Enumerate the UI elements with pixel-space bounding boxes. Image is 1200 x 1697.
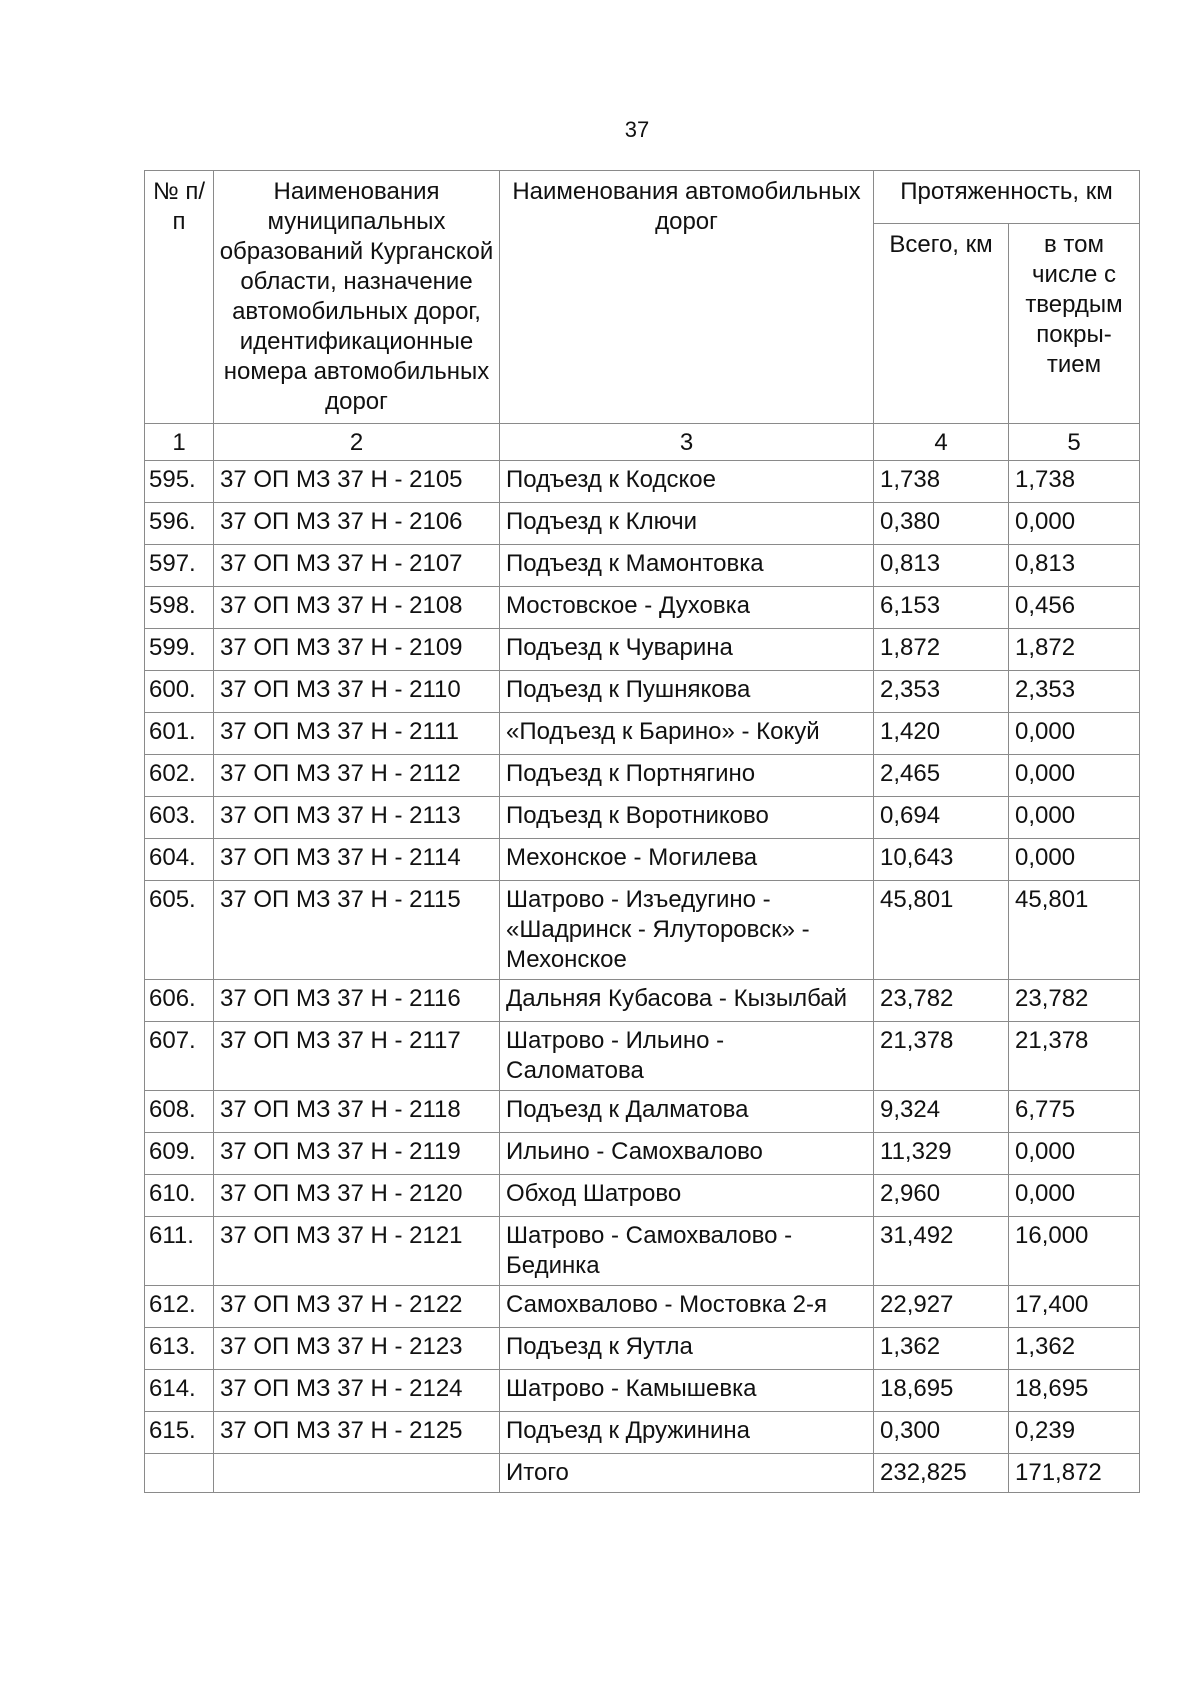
- column-number: 2: [214, 424, 500, 461]
- road-length-hard: 0,000: [1009, 797, 1140, 839]
- road-length-total: 0,694: [874, 797, 1009, 839]
- table-row: [145, 980, 1140, 1022]
- table-row: [145, 1175, 1140, 1217]
- table-row: [145, 461, 1140, 503]
- row-number: 615.: [145, 1412, 214, 1454]
- road-id: 37 ОП МЗ 37 Н - 2125: [214, 1412, 500, 1454]
- table-row: [145, 839, 1140, 881]
- road-length-hard: 23,782: [1009, 980, 1140, 1022]
- table-row: [145, 1412, 1140, 1454]
- row-number: 595.: [145, 461, 214, 503]
- table-row: [145, 797, 1140, 839]
- road-id: 37 ОП МЗ 37 Н - 2118: [214, 1091, 500, 1133]
- road-length-hard: 21,378: [1009, 1022, 1140, 1091]
- road-id: 37 ОП МЗ 37 Н - 2114: [214, 839, 500, 881]
- road-name: Подъезд к Дружинина: [500, 1412, 874, 1454]
- road-length-hard: 45,801: [1009, 881, 1140, 980]
- road-name: Обход Шатрово: [500, 1175, 874, 1217]
- road-length-hard: 16,000: [1009, 1217, 1140, 1286]
- road-name: Мехонское - Могилева: [500, 839, 874, 881]
- road-length-hard: 0,000: [1009, 713, 1140, 755]
- row-number: 606.: [145, 980, 214, 1022]
- row-number: 601.: [145, 713, 214, 755]
- road-length-total: 10,643: [874, 839, 1009, 881]
- table-row: [145, 503, 1140, 545]
- table-row: [145, 671, 1140, 713]
- road-length-total: 0,813: [874, 545, 1009, 587]
- road-id: 37 ОП МЗ 37 Н - 2106: [214, 503, 500, 545]
- road-length-hard: 0,000: [1009, 755, 1140, 797]
- header-hard-surface: в том числе с твердым покры-тием: [1009, 223, 1140, 423]
- column-number: 5: [1009, 424, 1140, 461]
- row-number: 599.: [145, 629, 214, 671]
- road-id: 37 ОП МЗ 37 Н - 2116: [214, 980, 500, 1022]
- row-number: 609.: [145, 1133, 214, 1175]
- road-length-total: 2,465: [874, 755, 1009, 797]
- road-length-hard: 6,775: [1009, 1091, 1140, 1133]
- column-numbers-row: [145, 424, 1140, 461]
- road-length-total: 45,801: [874, 881, 1009, 980]
- table-row: [145, 1091, 1140, 1133]
- road-length-total: 18,695: [874, 1370, 1009, 1412]
- table-row: [145, 545, 1140, 587]
- road-name: Дальняя Кубасова - Кызылбай: [500, 980, 874, 1022]
- road-id: 37 ОП МЗ 37 Н - 2115: [214, 881, 500, 980]
- total-label: Итого: [500, 1454, 874, 1493]
- road-name: Подъезд к Портнягино: [500, 755, 874, 797]
- table-row: [145, 1328, 1140, 1370]
- road-id: 37 ОП МЗ 37 Н - 2121: [214, 1217, 500, 1286]
- table-row: [145, 629, 1140, 671]
- road-length-total: 0,300: [874, 1412, 1009, 1454]
- road-length-hard: 0,813: [1009, 545, 1140, 587]
- road-id: 37 ОП МЗ 37 Н - 2112: [214, 755, 500, 797]
- header-road-name: Наименования автомобильных дорог: [500, 171, 874, 424]
- header-number: № п/п: [145, 171, 214, 424]
- road-name: Самохвалово - Мостовка 2-я: [500, 1286, 874, 1328]
- table-row: [145, 1133, 1140, 1175]
- road-length-hard: 0,456: [1009, 587, 1140, 629]
- road-length-total: 1,420: [874, 713, 1009, 755]
- road-length-hard: 1,872: [1009, 629, 1140, 671]
- road-id: 37 ОП МЗ 37 Н - 2109: [214, 629, 500, 671]
- road-length-total: 2,960: [874, 1175, 1009, 1217]
- road-id: 37 ОП МЗ 37 Н - 2117: [214, 1022, 500, 1091]
- road-id: 37 ОП МЗ 37 Н - 2119: [214, 1133, 500, 1175]
- road-length-total: 2,353: [874, 671, 1009, 713]
- road-length-total: 22,927: [874, 1286, 1009, 1328]
- road-name: Ильино - Самохвалово: [500, 1133, 874, 1175]
- row-number: 611.: [145, 1217, 214, 1286]
- road-name: «Подъезд к Барино» - Кокуй: [500, 713, 874, 755]
- road-length-hard: 0,239: [1009, 1412, 1140, 1454]
- row-number: 612.: [145, 1286, 214, 1328]
- road-name: Подъезд к Яутла: [500, 1328, 874, 1370]
- row-number: 605.: [145, 881, 214, 980]
- row-number: 604.: [145, 839, 214, 881]
- road-name: Подъезд к Чуварина: [500, 629, 874, 671]
- road-id: 37 ОП МЗ 37 Н - 2120: [214, 1175, 500, 1217]
- road-id: 37 ОП МЗ 37 Н - 2113: [214, 797, 500, 839]
- road-length-hard: 0,000: [1009, 1133, 1140, 1175]
- total-num: [145, 1454, 214, 1493]
- road-id: 37 ОП МЗ 37 Н - 2105: [214, 461, 500, 503]
- table-row: [145, 881, 1140, 980]
- road-name: Мостовское - Духовка: [500, 587, 874, 629]
- road-name: Шатрово - Камышевка: [500, 1370, 874, 1412]
- table-row: [145, 1286, 1140, 1328]
- road-name: Подъезд к Воротниково: [500, 797, 874, 839]
- road-name: Шатрово - Ильино - Саломатова: [500, 1022, 874, 1091]
- header-length-group: Протяженность, км: [874, 171, 1140, 224]
- road-length-total: 31,492: [874, 1217, 1009, 1286]
- road-length-total: 21,378: [874, 1022, 1009, 1091]
- row-number: 596.: [145, 503, 214, 545]
- road-length-total: 11,329: [874, 1133, 1009, 1175]
- road-length-total: 23,782: [874, 980, 1009, 1022]
- road-length-hard: 17,400: [1009, 1286, 1140, 1328]
- road-length-hard: 2,353: [1009, 671, 1140, 713]
- row-number: 607.: [145, 1022, 214, 1091]
- row-number: 600.: [145, 671, 214, 713]
- road-length-total: 6,153: [874, 587, 1009, 629]
- header-total-km: Всего, км: [874, 223, 1009, 423]
- road-length-total: 9,324: [874, 1091, 1009, 1133]
- row-number: 603.: [145, 797, 214, 839]
- road-length-hard: 18,695: [1009, 1370, 1140, 1412]
- total-id: [214, 1454, 500, 1493]
- total-row: [145, 1454, 1140, 1493]
- row-number: 597.: [145, 545, 214, 587]
- road-length-total: 1,872: [874, 629, 1009, 671]
- header-municipality: Наименования муниципальных образований Курганской области, назначение автомобильных дорог, идентификационные номера автомобильных дорог: [214, 171, 500, 424]
- road-id: 37 ОП МЗ 37 Н - 2111: [214, 713, 500, 755]
- column-number: 3: [500, 424, 874, 461]
- row-number: 608.: [145, 1091, 214, 1133]
- row-number: 614.: [145, 1370, 214, 1412]
- road-id: 37 ОП МЗ 37 Н - 2107: [214, 545, 500, 587]
- road-id: 37 ОП МЗ 37 Н - 2122: [214, 1286, 500, 1328]
- row-number: 602.: [145, 755, 214, 797]
- road-name: Подъезд к Кодское: [500, 461, 874, 503]
- table-row: [145, 1217, 1140, 1286]
- column-number: 1: [145, 424, 214, 461]
- row-number: 610.: [145, 1175, 214, 1217]
- page-number: 37: [624, 117, 650, 142]
- road-id: 37 ОП МЗ 37 Н - 2124: [214, 1370, 500, 1412]
- table-row: [145, 587, 1140, 629]
- road-length-total: 1,362: [874, 1328, 1009, 1370]
- road-length-total: 0,380: [874, 503, 1009, 545]
- road-length-hard: 1,362: [1009, 1328, 1140, 1370]
- road-name: Подъезд к Пушнякова: [500, 671, 874, 713]
- table-row: [145, 755, 1140, 797]
- table-body: [145, 461, 1140, 1454]
- total-hard-length: 171,872: [1009, 1454, 1140, 1493]
- road-name: Подъезд к Далматова: [500, 1091, 874, 1133]
- road-id: 37 ОП МЗ 37 Н - 2123: [214, 1328, 500, 1370]
- table-header: [145, 171, 1140, 461]
- road-name: Шатрово - Изъедугино - «Шадринск - Ялуторовск» - Мехонское: [500, 881, 874, 980]
- road-length-hard: 0,000: [1009, 839, 1140, 881]
- road-name: Подъезд к Мамонтовка: [500, 545, 874, 587]
- road-length-hard: 0,000: [1009, 503, 1140, 545]
- road-length-total: 1,738: [874, 461, 1009, 503]
- row-number: 598.: [145, 587, 214, 629]
- road-id: 37 ОП МЗ 37 Н - 2108: [214, 587, 500, 629]
- road-name: Подъезд к Ключи: [500, 503, 874, 545]
- table-row: [145, 713, 1140, 755]
- road-name: Шатрово - Самохвалово - Бединка: [500, 1217, 874, 1286]
- column-number: 4: [874, 424, 1009, 461]
- table-row: [145, 1370, 1140, 1412]
- table-row: [145, 1022, 1140, 1091]
- total-length: 232,825: [874, 1454, 1009, 1493]
- road-length-hard: 1,738: [1009, 461, 1140, 503]
- row-number: 613.: [145, 1328, 214, 1370]
- road-id: 37 ОП МЗ 37 Н - 2110: [214, 671, 500, 713]
- road-length-hard: 0,000: [1009, 1175, 1140, 1217]
- roads-table: [144, 170, 1140, 1493]
